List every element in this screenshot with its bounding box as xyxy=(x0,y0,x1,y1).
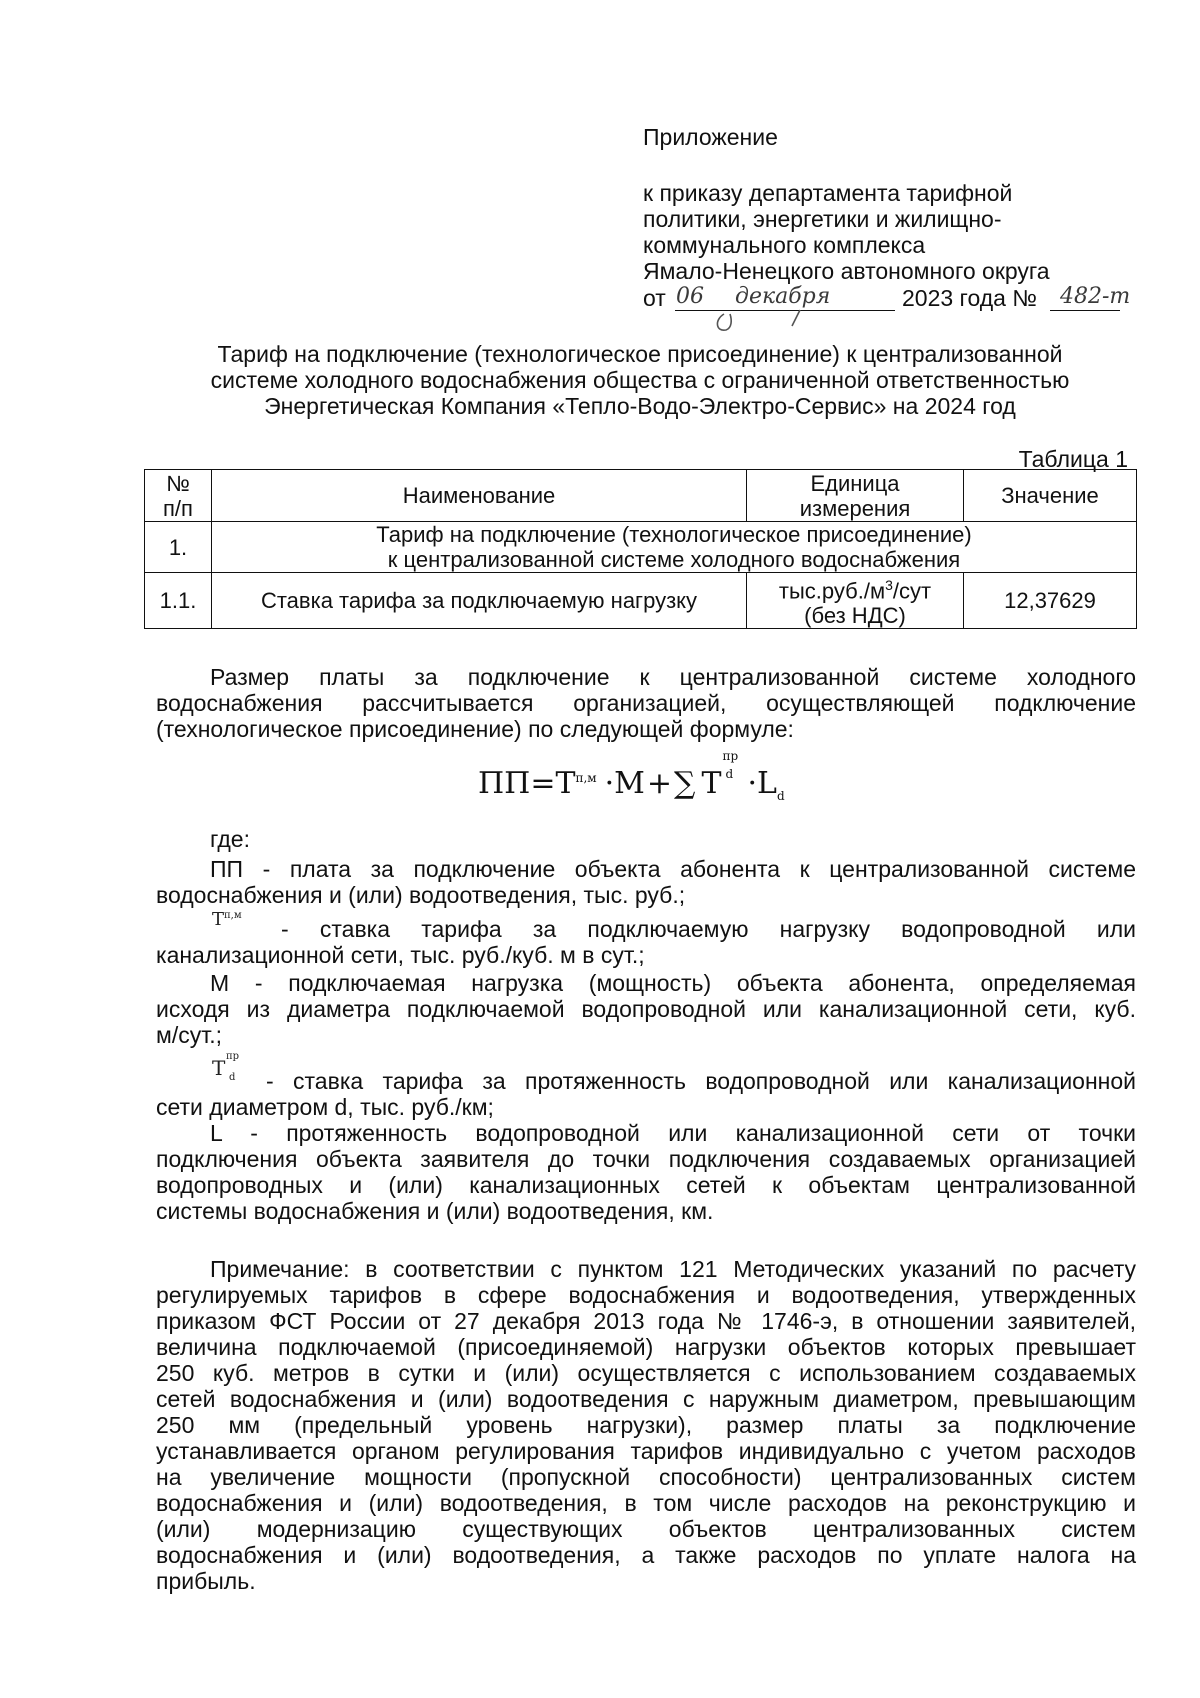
note-line: приказом ФСТ России от 27 декабря 2013 года № 1746-э, в отношении заявителей, xyxy=(156,1308,1136,1334)
handwritten-month: декабря xyxy=(735,284,831,309)
def-m: М - подключаемая нагрузка (мощность) объекта абонента, определяемая xyxy=(210,970,1136,996)
handwritten-day: 06 xyxy=(676,284,704,309)
def-l: водопроводных и (или) канализационных сетей к объектам централизованной xyxy=(156,1172,1136,1198)
intro-line: Размер платы за подключение к централизованной системе холодного xyxy=(210,664,1136,690)
table-header-row xyxy=(145,470,1137,522)
table-row xyxy=(145,573,1137,629)
note-line: регулируемых тарифов в сфере водоснабжения и водоотведения, утвержденных xyxy=(156,1282,1136,1308)
note-line: сетей водоснабжения и (или) водоотведения с наружным диаметром, превышающим xyxy=(156,1386,1136,1412)
def-pp: водоснабжения и (или) водоотведения, тыс. руб.; xyxy=(156,882,686,908)
row-unit: $тыс.руб./м^3$/сут (без НДС) xyxy=(747,573,964,629)
col-header-value: Значение xyxy=(964,470,1137,522)
order-year: 2023 года № xyxy=(902,285,1038,311)
col-header-unit: Единица измерения xyxy=(747,470,964,522)
header-line: к приказу департамента тарифной xyxy=(643,180,1013,206)
where-label: где: xyxy=(210,826,250,852)
table-section-row xyxy=(145,522,1137,573)
number-underline xyxy=(1050,310,1120,311)
handwritten-number: 482-т xyxy=(1060,284,1131,309)
row-value: 12,37629 xyxy=(964,573,1137,629)
def-td: сети диаметром d, тыс. руб./км; xyxy=(156,1094,494,1120)
def-l: подключения объекта заявителя до точки подключения создаваемых организацией xyxy=(156,1146,1136,1172)
handwritten-flourish xyxy=(712,306,812,336)
row-name: Ставка тарифа за подключаемую нагрузку xyxy=(212,573,747,629)
def-l: системы водоснабжения и (или) водоотведения, км. xyxy=(156,1198,714,1224)
def-m: м/сут.; xyxy=(156,1022,222,1048)
header-line: коммунального комплекса xyxy=(643,232,926,258)
section-title: Тариф на подключение (технологическое присоединение) к централизованной системе холодного водоснабжения xyxy=(212,522,1137,573)
col-header-number: № п/п xyxy=(145,470,212,522)
symbol-tpm: $Т^{п,м}$ xyxy=(212,909,242,930)
intro-line: водоснабжения рассчитывается организацией, осуществляющей подключение xyxy=(156,690,1136,716)
def-tpm: - ставка тарифа за подключаемую нагрузку водопроводной или xyxy=(281,916,1136,942)
note-line: величина подключаемой (присоединяемой) нагрузки объектов которых превышает xyxy=(156,1334,1136,1360)
doc-title-line: Тариф на подключение (технологическое присоединение) к централизованной xyxy=(217,341,1063,367)
def-m: исходя из диаметра подключаемой водопроводной или канализационной сети, куб. xyxy=(156,996,1136,1022)
note-line: водоснабжения и (или) водоотведения, в том числе расходов на реконструкцию и xyxy=(156,1490,1136,1516)
row-number: 1.1. xyxy=(145,573,212,629)
tariff-table xyxy=(144,469,1137,629)
note-line: 250 куб. метров в сутки и (или) осуществляется с использованием создаваемых xyxy=(156,1360,1136,1386)
symbol-td: Т пр d xyxy=(212,1051,240,1083)
header-line: политики, энергетики и жилищно- xyxy=(643,206,1002,232)
def-td: - ставка тарифа за протяженность водопроводной или канализационной xyxy=(266,1068,1136,1094)
note-line: 250 мм (предельный уровень нагрузки), размер платы за подключение xyxy=(156,1412,1136,1438)
section-number: 1. xyxy=(145,522,212,573)
appendix-title: Приложение xyxy=(643,124,778,150)
def-l: L - протяженность водопроводной или канализационной сети от точки xyxy=(210,1120,1136,1146)
note-line: Примечание: в соответствии с пунктом 121 Методических указаний по расчету xyxy=(210,1256,1136,1282)
def-tpm: канализационной сети, тыс. руб./куб. м в сут.; xyxy=(156,942,645,968)
note-line: прибыль. xyxy=(156,1568,256,1594)
tariff-formula: $ПП=T^{п,м} \cdot M+\sum$ T пр d $\cdot L_d$ xyxy=(478,749,785,803)
table-caption: Таблица 1 xyxy=(1018,446,1128,472)
doc-title-line: системе холодного водоснабжения общества с ограниченной ответственностью xyxy=(210,367,1070,393)
note-line: устанавливается органом регулирования тарифов индивидуально с учетом расходов xyxy=(156,1438,1136,1464)
def-pp: ПП - плата за подключение объекта абонента к централизованной системе xyxy=(210,856,1136,882)
order-date-prefix: от xyxy=(643,285,666,311)
col-header-name: Наименование xyxy=(212,470,747,522)
header-line: Ямало-Ненецкого автономного округа xyxy=(643,258,1050,284)
doc-title-line: Энергетическая Компания «Тепло-Водо-Электро-Сервис» на 2024 год xyxy=(264,393,1016,419)
note-line: (или) модернизацию существующих объектов централизованных систем xyxy=(156,1516,1136,1542)
intro-line: (технологическое присоединение) по следующей формуле: xyxy=(156,716,794,742)
note-line: водоснабжения и (или) водоотведения, а также расходов по уплате налога на xyxy=(156,1542,1136,1568)
note-line: на увеличение мощности (пропускной способности) централизованных систем xyxy=(156,1464,1136,1490)
